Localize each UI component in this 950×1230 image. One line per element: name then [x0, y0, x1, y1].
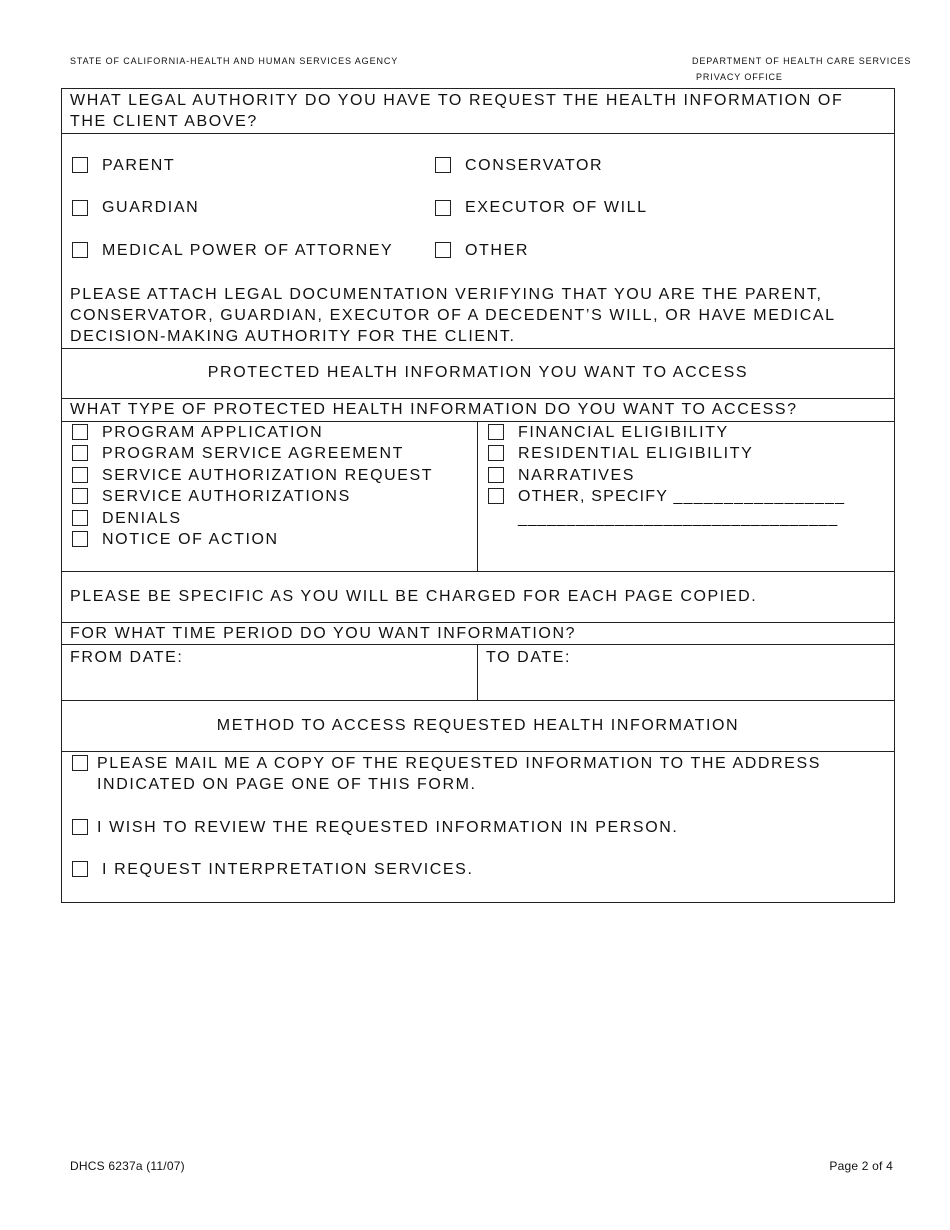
other-specify-line[interactable]: _________________________________: [518, 510, 839, 527]
charge-note: PLEASE BE SPECIFIC AS YOU WILL BE CHARGED FOR EACH PAGE COPIED.: [62, 572, 894, 623]
narratives-checkbox[interactable]: [488, 467, 504, 483]
narratives-label: NARRATIVES: [518, 467, 636, 484]
program-service-agreement-checkbox[interactable]: [72, 445, 88, 461]
authority-question-row: [62, 89, 894, 134]
program-application-label: PROGRAM APPLICATION: [102, 424, 324, 441]
review-in-person-checkbox[interactable]: [72, 819, 88, 835]
interpretation-services-label: I REQUEST INTERPRETATION SERVICES.: [102, 861, 474, 878]
from-date-label: FROM DATE:: [70, 649, 184, 666]
denials-checkbox[interactable]: [72, 510, 88, 526]
review-in-person-label: I WISH TO REVIEW THE REQUESTED INFORMATION IN PERSON.: [97, 819, 679, 836]
other-authority-label: OTHER: [465, 242, 529, 259]
agency-header: STATE OF CALIFORNIA-HEALTH AND HUMAN SERVICES AGENCY: [70, 56, 399, 66]
method-options-section: [62, 752, 894, 903]
residential-eligibility-checkbox[interactable]: [488, 445, 504, 461]
access-request-form: [61, 88, 895, 903]
parent-label: PARENT: [102, 157, 176, 174]
medical-poa-checkbox[interactable]: [72, 242, 88, 258]
service-authorizations-label: SERVICE AUTHORIZATIONS: [102, 488, 351, 505]
executor-checkbox[interactable]: [435, 200, 451, 216]
financial-eligibility-label: FINANCIAL ELIGIBILITY: [518, 424, 729, 441]
authority-options-section: [62, 134, 894, 349]
phi-section-title: PROTECTED HEALTH INFORMATION YOU WANT TO ACCESS: [62, 349, 894, 399]
program-service-agreement-label: PROGRAM SERVICE AGREEMENT: [102, 445, 404, 462]
authority-question: WHAT LEGAL AUTHORITY DO YOU HAVE TO REQUEST THE HEALTH INFORMATION OF THE CLIENT ABOVE?: [70, 92, 844, 130]
to-date-field[interactable]: [478, 645, 893, 700]
phi-question: WHAT TYPE OF PROTECTED HEALTH INFORMATION DO YOU WANT TO ACCESS?: [62, 399, 894, 422]
office-header: PRIVACY OFFICE: [696, 72, 783, 82]
to-date-label: TO DATE:: [486, 649, 572, 666]
department-header: DEPARTMENT OF HEALTH CARE SERVICES: [692, 56, 912, 66]
method-section-title: METHOD TO ACCESS REQUESTED HEALTH INFORMATION: [62, 701, 894, 752]
denials-label: DENIALS: [102, 510, 182, 527]
medical-poa-label: MEDICAL POWER OF ATTORNEY: [102, 242, 394, 259]
executor-label: EXECUTOR OF WILL: [465, 199, 648, 216]
mail-copy-label: PLEASE MAIL ME A COPY OF THE REQUESTED INFORMATION TO THE ADDRESS INDICATED ON PAGE ONE OF THIS FORM.: [97, 755, 821, 793]
guardian-checkbox[interactable]: [72, 200, 88, 216]
conservator-checkbox[interactable]: [435, 157, 451, 173]
residential-eligibility-label: RESIDENTIAL ELIGIBILITY: [518, 445, 754, 462]
guardian-label: GUARDIAN: [102, 199, 200, 216]
page-number: Page 2 of 4: [829, 1159, 893, 1173]
conservator-label: CONSERVATOR: [465, 157, 604, 174]
other-specify-label[interactable]: OTHER, SPECIFY _________________: [518, 488, 846, 505]
service-authorization-request-label: SERVICE AUTHORIZATION REQUEST: [102, 467, 434, 484]
from-date-field[interactable]: [62, 645, 477, 700]
documentation-note: PLEASE ATTACH LEGAL DOCUMENTATION VERIFYING THAT YOU ARE THE PARENT, CONSERVATOR, GUARDIAN, EXECUTOR OF A DECEDENT’S WILL, OR HAVE MEDICAL DECISION-MAKING AUTHORITY FOR THE CLIENT.: [70, 286, 836, 345]
interpretation-services-checkbox[interactable]: [72, 861, 88, 877]
parent-checkbox[interactable]: [72, 157, 88, 173]
financial-eligibility-checkbox[interactable]: [488, 424, 504, 440]
program-application-checkbox[interactable]: [72, 424, 88, 440]
service-authorization-request-checkbox[interactable]: [72, 467, 88, 483]
notice-of-action-checkbox[interactable]: [72, 531, 88, 547]
service-authorizations-checkbox[interactable]: [72, 488, 88, 504]
phi-options-section: [62, 422, 894, 572]
other-authority-checkbox[interactable]: [435, 242, 451, 258]
mail-copy-checkbox[interactable]: [72, 755, 88, 771]
period-question: FOR WHAT TIME PERIOD DO YOU WANT INFORMATION?: [62, 623, 894, 645]
date-fields-row: [62, 645, 894, 701]
form-id: DHCS 6237a (11/07): [70, 1159, 185, 1173]
other-specify-checkbox[interactable]: [488, 488, 504, 504]
notice-of-action-label: NOTICE OF ACTION: [102, 531, 279, 548]
column-divider: [477, 422, 478, 571]
